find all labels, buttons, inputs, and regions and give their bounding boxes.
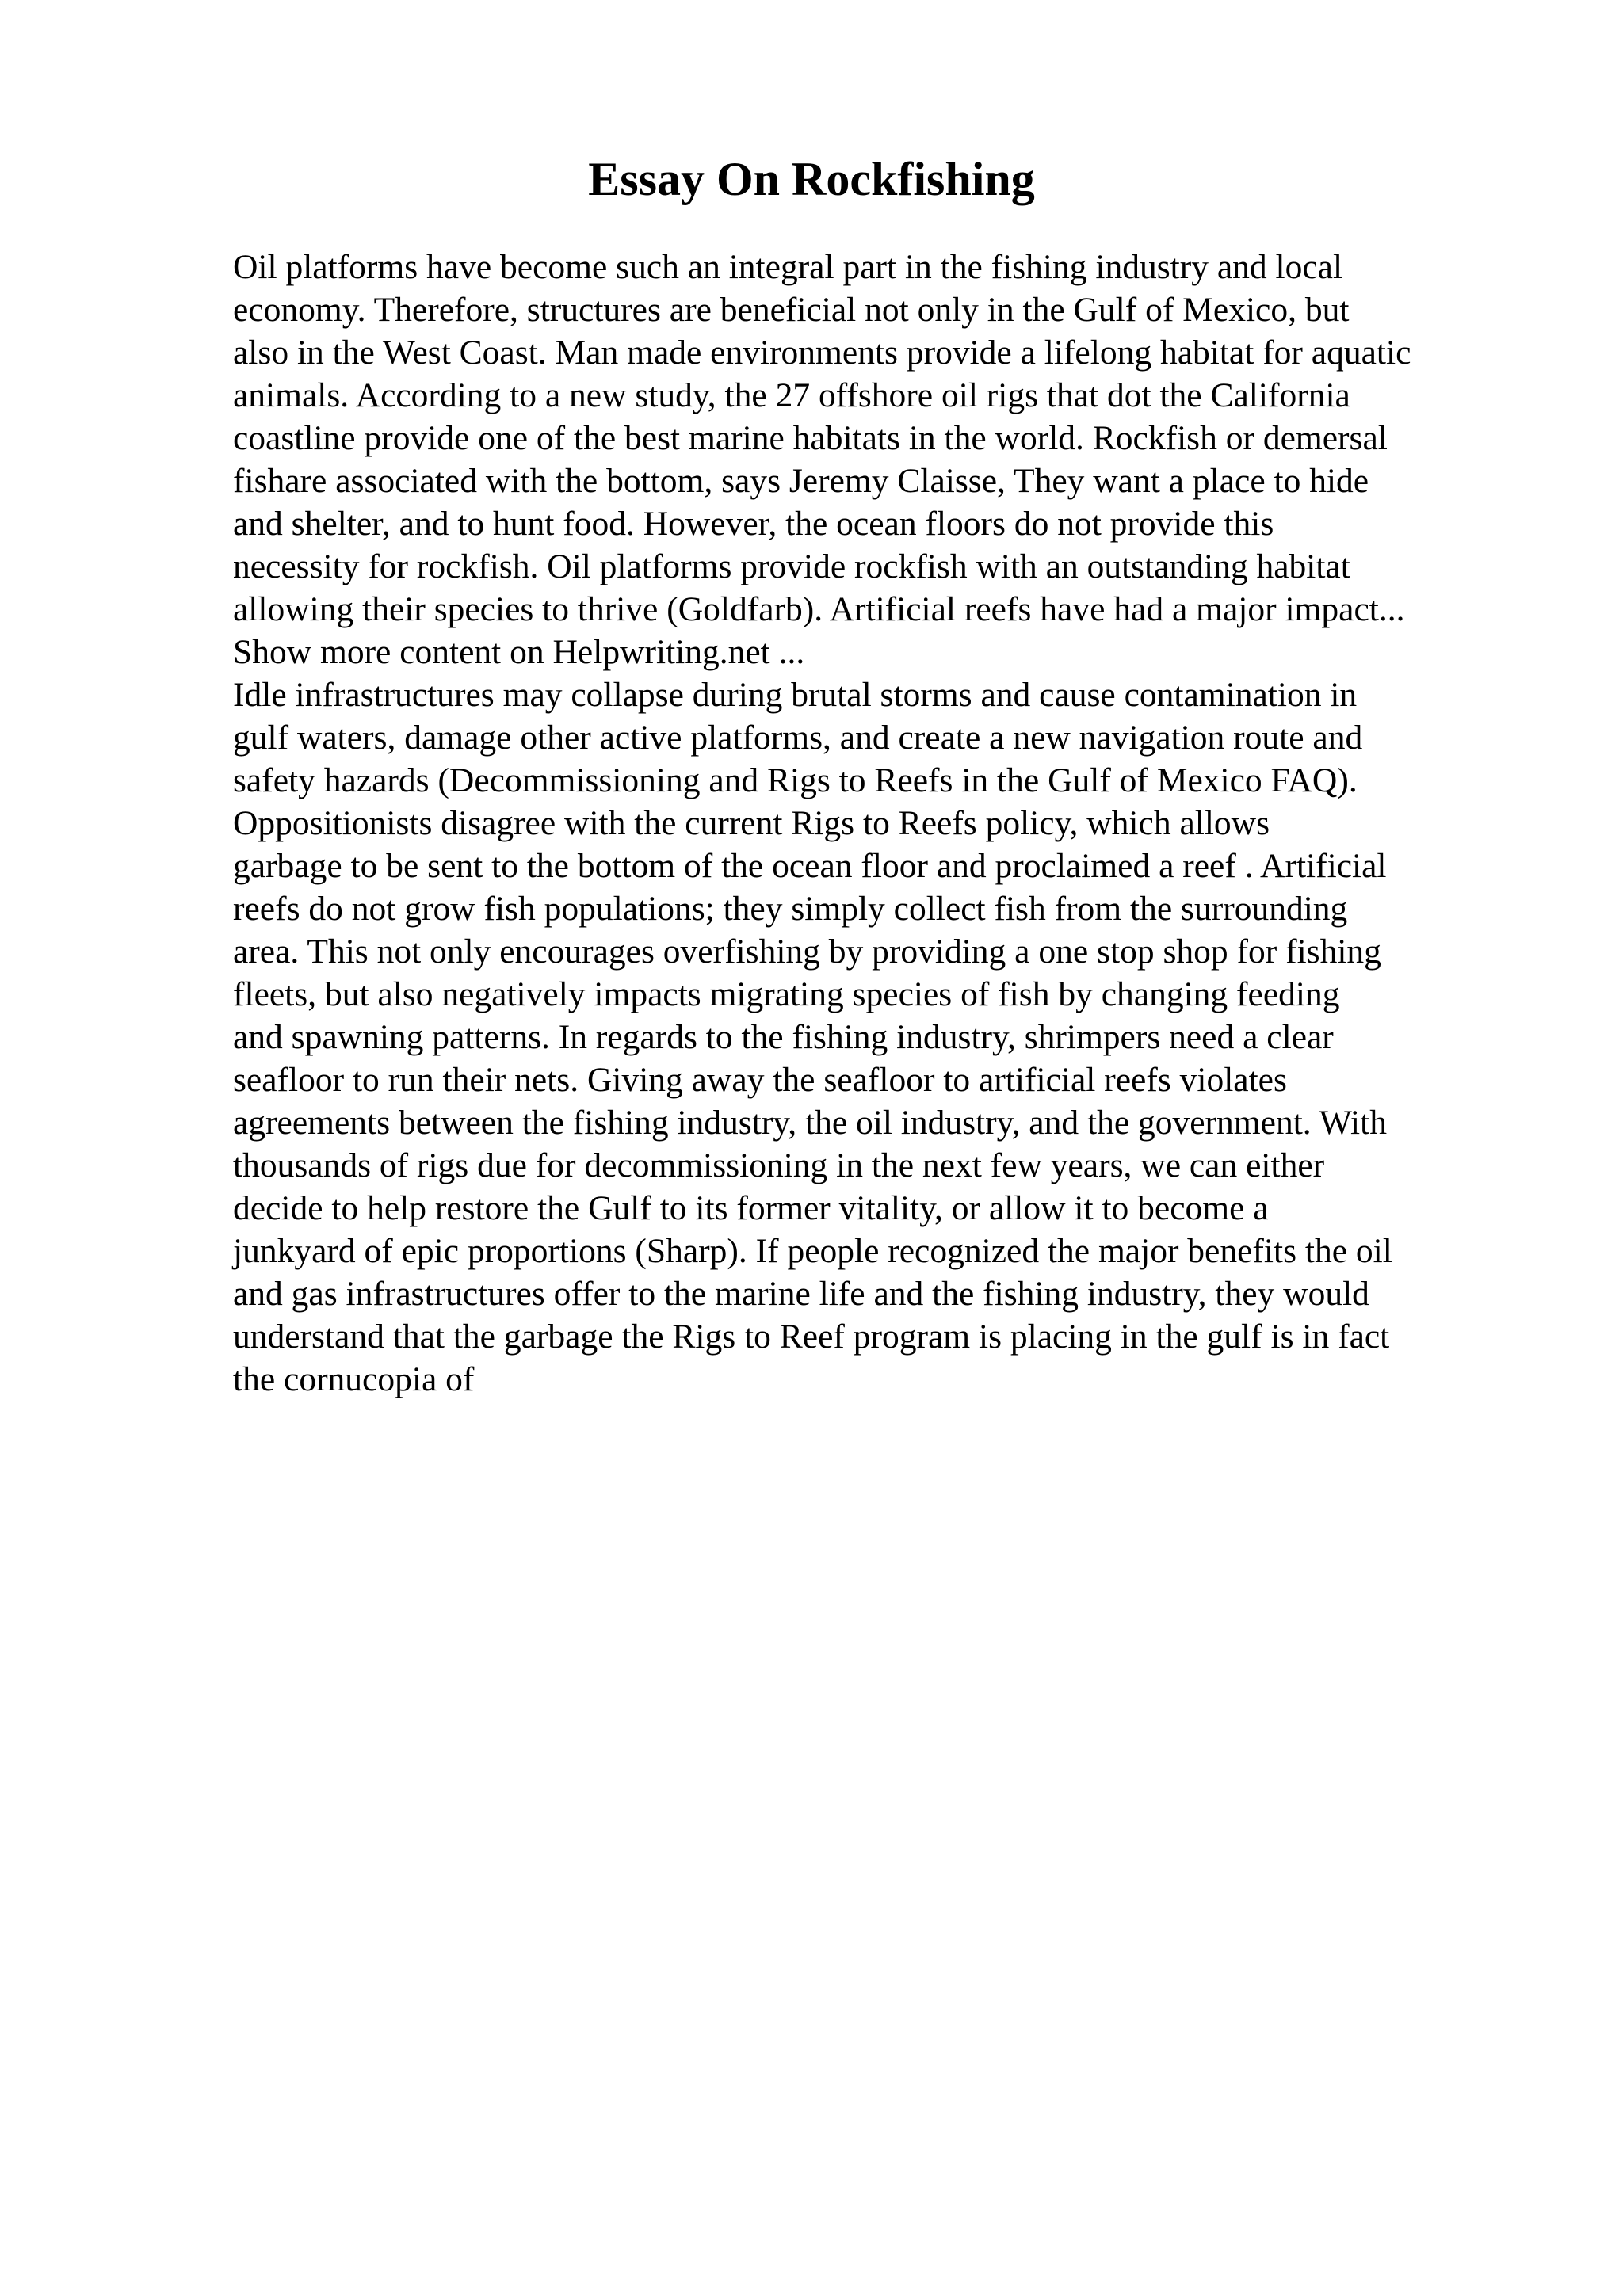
text-line: and spawning patterns. In regards to the fishing industry, shrimpers need a clear bbox=[233, 1018, 1334, 1056]
text-line: Idle infrastructures may collapse during brutal storms and cause contamination in bbox=[233, 676, 1358, 714]
text-line: thousands of rigs due for decommissioning in the next few years, we can either bbox=[233, 1146, 1325, 1184]
text-line: fleets, but also negatively impacts migrating species of fish by changing feeding bbox=[233, 975, 1340, 1013]
text-line: gulf waters, damage other active platforms, and create a new navigation route and bbox=[233, 719, 1363, 757]
text-line: coastline provide one of the best marine habitats in the world. Rockfish or demersal bbox=[233, 419, 1388, 457]
text-line: understand that the garbage the Rigs to Reef program is placing in the gulf is in fact bbox=[233, 1318, 1390, 1356]
text-line: necessity for rockfish. Oil platforms provide rockfish with an outstanding habitat bbox=[233, 547, 1350, 585]
text-line: animals. According to a new study, the 27 offshore oil rigs that dot the California bbox=[233, 376, 1350, 414]
text-line: economy. Therefore, structures are beneficial not only in the Gulf of Mexico, but bbox=[233, 291, 1350, 329]
text-line: Oppositionists disagree with the current Rigs to Reefs policy, which allows bbox=[233, 804, 1270, 842]
text-line: decide to help restore the Gulf to its former vitality, or allow it to become a bbox=[233, 1189, 1269, 1227]
text-line: reefs do not grow fish populations; they simply collect fish from the surrounding bbox=[233, 890, 1348, 928]
document-title: Essay On Rockfishing bbox=[588, 153, 1035, 205]
text-line: safety hazards (Decommissioning and Rigs to Reefs in the Gulf of Mexico FAQ). bbox=[233, 761, 1358, 799]
text-line: agreements between the fishing industry, the oil industry, and the government. With bbox=[233, 1104, 1387, 1142]
text-line: area. This not only encourages overfishing by providing a one stop shop for fishing bbox=[233, 933, 1381, 971]
text-line: allowing their species to thrive (Goldfarb). Artificial reefs have had a major impact... bbox=[233, 590, 1405, 628]
text-line: and shelter, and to hunt food. However, the ocean floors do not provide this bbox=[233, 505, 1274, 543]
text-line: also in the West Coast. Man made environments provide a lifelong habitat for aquatic bbox=[233, 334, 1411, 372]
text-line: Oil platforms have become such an integral part in the fishing industry and local bbox=[233, 248, 1343, 286]
text-line: junkyard of epic proportions (Sharp). If people recognized the major benefits the oil bbox=[233, 1232, 1392, 1270]
text-line: the cornucopia of bbox=[233, 1360, 475, 1398]
essay-body bbox=[233, 246, 1517, 1401]
show-more-line: Show more content on Helpwriting.net ... bbox=[233, 633, 805, 671]
text-line: garbage to be sent to the bottom of the ocean floor and proclaimed a reef . Artificial bbox=[233, 847, 1387, 885]
text-line: fishare associated with the bottom, says Jeremy Claisse, They want a place to hide bbox=[233, 462, 1369, 500]
text-line: seafloor to run their nets. Giving away the seafloor to artificial reefs violates bbox=[233, 1061, 1287, 1099]
text-line: and gas infrastructures offer to the marine life and the fishing industry, they would bbox=[233, 1275, 1369, 1313]
